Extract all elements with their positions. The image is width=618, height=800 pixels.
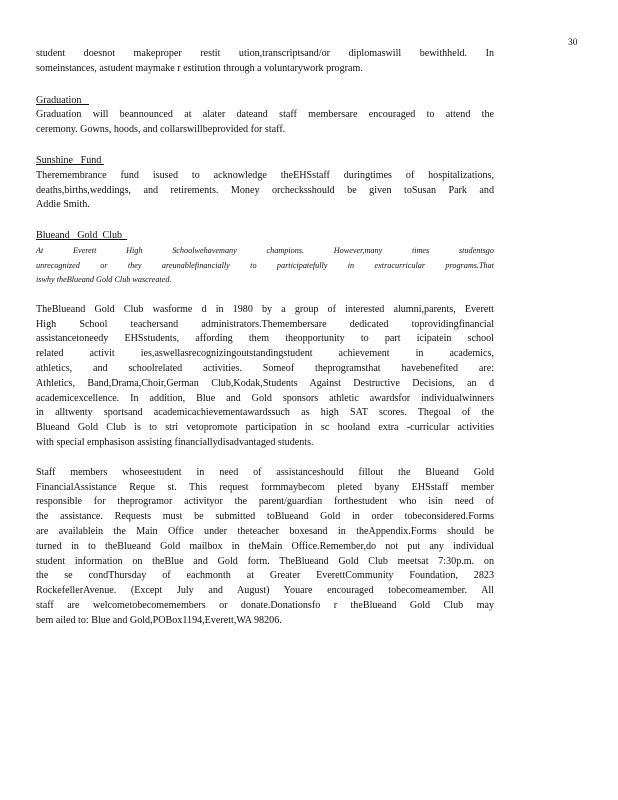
blue-gold-club-intro: [36, 229, 494, 288]
blue-gold-club-history: [36, 303, 494, 451]
text-line: the se condThursday of eachmonth at Greater EverettCommunity Foundation, 2823: [36, 570, 494, 582]
text-line: High School teachersand administrators.Themembersare dedicated toprovidingfinancial: [36, 318, 494, 330]
text-line: student information on theBlue and Gold form. TheBlueand Gold Club meetsat 7:30p.m. on: [36, 555, 494, 567]
text-line: turned in to theBlueand Gold mailbox in theMain Office.Remember,do not put any individual: [36, 540, 494, 552]
page-number: 30: [568, 38, 578, 48]
sunshine-fund-section: [36, 154, 494, 213]
text-line: unrecognized or they areunablefinancially to participatefully in extracurricular programs.That: [36, 260, 494, 270]
text-line: student doesnot makeproper restit ution,transcriptsand/or diplomaswill bewithheld. In: [36, 48, 494, 59]
text-line: Graduation will beannounced at alater dateand staff membersare encouraged to attend the: [36, 109, 494, 121]
section-heading: Graduation: [36, 94, 89, 106]
document-body: [36, 47, 494, 628]
text-line: bem ailed to: Blue and Gold,POBox1194,Everett,WA 98206.: [36, 614, 282, 626]
graduation-section: [36, 94, 494, 138]
text-line: athletics, and schoolrelated activities. Someof theprogramsthat havebenefited are:: [36, 362, 494, 374]
text-line: Theremembrance fund isused to acknowledge theEHSstaff duringtimes of hospitalizations,: [36, 169, 494, 181]
text-line: iswhy theBlueand Gold Club wascreated.: [36, 275, 172, 285]
text-line: TheBlueand Gold Club wasforme d in 1980 by a group of interested alumni,parents, Everett: [36, 303, 494, 315]
text-line: assistancetoneedy EHSstudents, affording them theopportunity to part icipatein school: [36, 333, 494, 345]
text-line: responsible for theprogramor activityor the parent/guardian forthestudent who isin need of: [36, 496, 494, 508]
section-heading: Blueand Gold Club: [36, 230, 128, 242]
text-line: deaths,births,weddings, and retirements. Money orchecksshould be given toSusan Park and: [36, 184, 494, 196]
text-line: Blueand Gold Club is to stri vetopromote participation in sc hooland extra -curricular activities: [36, 422, 494, 434]
section-heading: Sunshine Fund: [36, 154, 104, 166]
text-line: academicexcellence. In addition, Blue and Gold sponsors athletic awardsfor individualwinners: [36, 392, 494, 404]
text-line: Addie Smith.: [36, 199, 90, 211]
text-line: the assistance. Requests must be submitted toBlueand Gold in order tobeconsidered.Forms: [36, 511, 494, 523]
text-line: At Everett High Schoolwehavemany champions. However,many times studentsgo: [36, 245, 494, 255]
text-line: staff are welcometobecomemembers or donate.Donationsfo r theBlueand Gold Club may: [36, 599, 494, 611]
text-line: Staff members whoseestudent in need of assistanceshould fillout the Blueand Gold: [36, 466, 494, 478]
text-line: are availablein the Main Office under theteacher boxesand in theAppendix.Forms should be: [36, 525, 494, 537]
text-line: FinancialAssistance Reque st. This request formmaybecom pleted byany EHSstaff member: [36, 481, 494, 493]
text-line: in alltwenty sportsand academicachievementawardssuch as high SAT scores. Thegoal of the: [36, 407, 494, 419]
text-line: someinstances, astudent maymake r estitution through a voluntarywork program.: [36, 62, 363, 74]
text-line: RockefellerAvenue. (Except July and August) Youare encouraged tobecomeamember. All: [36, 585, 494, 597]
text-line: Athletics, Band,Drama,Choir,German Club,Kodak,Students Against Destructive Decisions, an d: [36, 377, 494, 389]
blue-gold-club-assistance: [36, 466, 494, 629]
text-line: with special emphasison assisting financiallydisadvantaged students.: [36, 436, 314, 448]
text-line: related activit ies,aswellasrecognizingoutstandingstudent achievement in academics,: [36, 348, 494, 360]
restitution-section: [36, 47, 494, 77]
text-line: ceremony. Gowns, hoods, and collarswillbeprovided for staff.: [36, 124, 286, 136]
